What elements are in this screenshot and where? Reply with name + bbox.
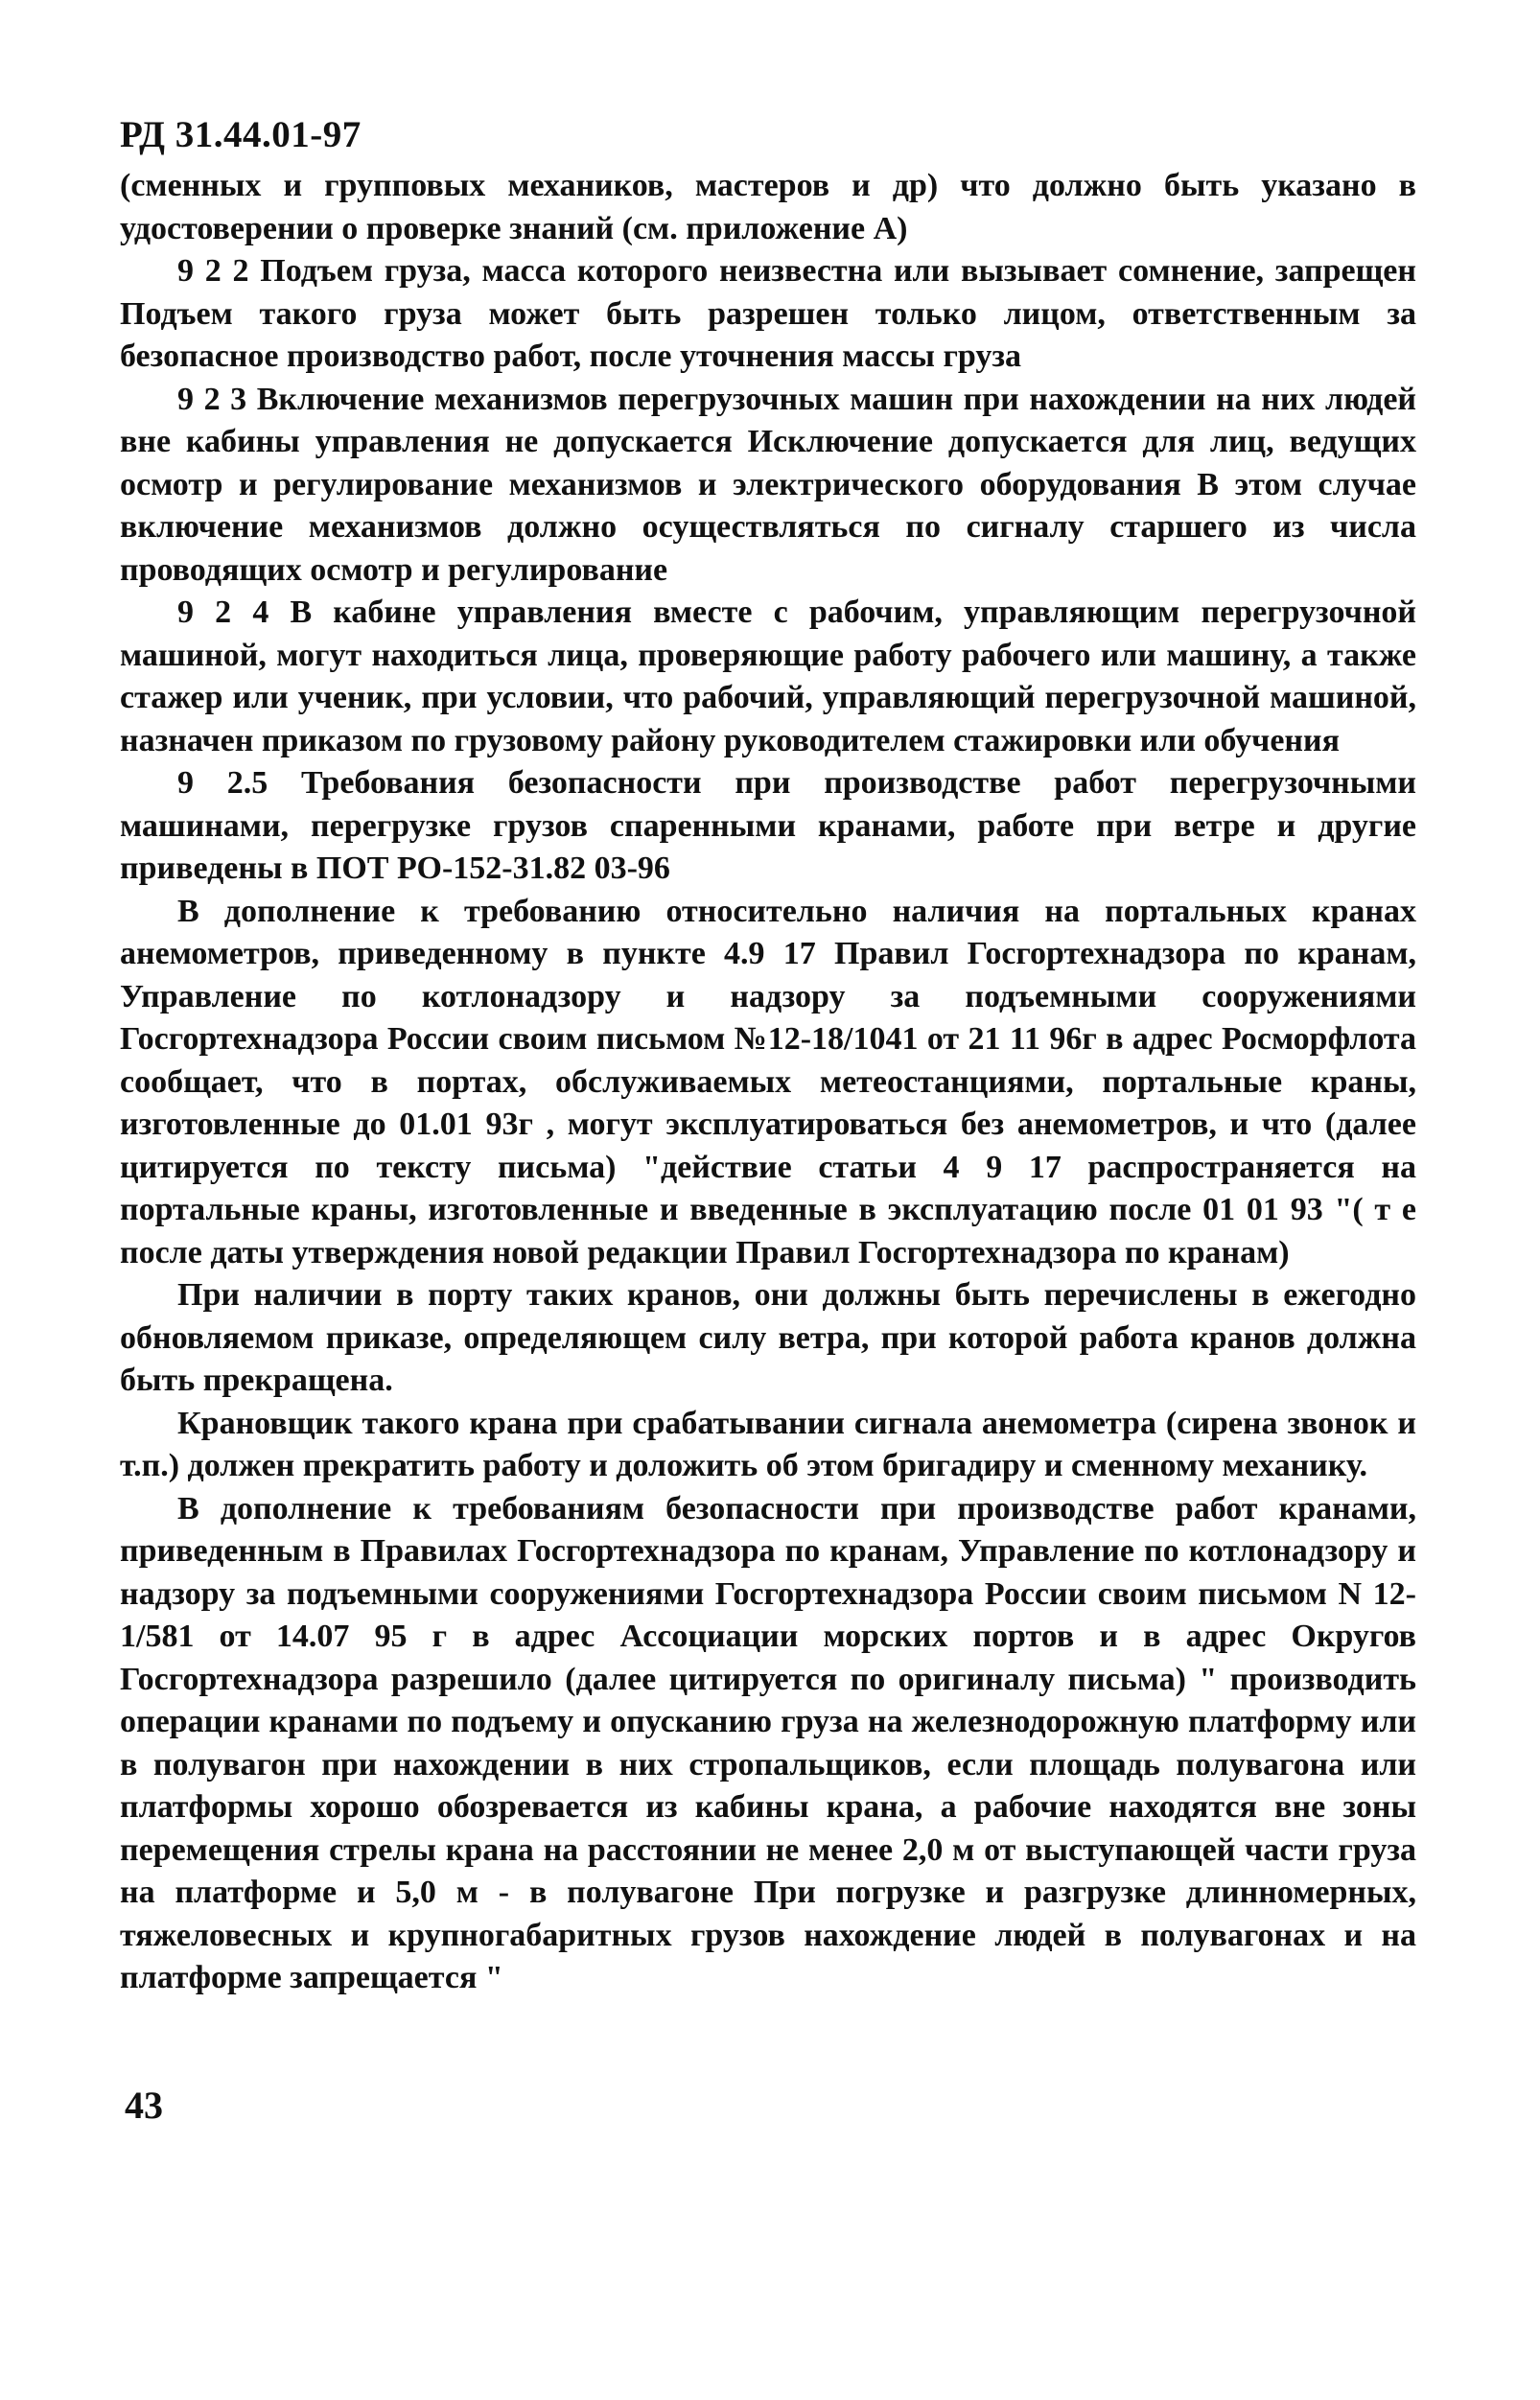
document-code: РД 31.44.01-97 — [120, 114, 362, 155]
paragraph-9-2-3: 9 2 3 Включение механизмов перегрузочных машин при нахождении на них людей вне кабины управления не допускается Исключение допускается для лиц, ведущих осмотр и регулирование механизмов и электрического оборудования В этом случае включение механизмов должно осуществляться по сигналу старшего из числа проводящих осмотр и регулирование — [120, 381, 1416, 588]
paragraph-9-2-4: 9 2 4 В кабине управления вместе с рабочим, управляющим перегрузочной машиной, могут находиться лица, проверяющие работу рабочего или машину, а также стажер или ученик, при условии, что рабочий, управляющий перегрузочной машиной, назначен приказом по грузовому району руководителем стажировки или обучения — [120, 594, 1416, 758]
paragraph-crane-list: При наличии в порту таких кранов, они должны быть перечислены в ежегодно обновляемом приказе, определяющем силу ветра, при которой работа кранов должна быть прекращена. — [120, 1277, 1416, 1398]
paragraph-anemometer-requirement: В дополнение к требованию относительно наличия на портальных кранах анемометров, приведенному в пункте 4.9 17 Правил Госгортехнадзора по кранам, Управление по котлонадзору и надзору за подъемными сооружениями Госгортехнадзора России своим письмом №12-18/1041 от 21 11 96г в адрес Росморфлота сообщает, что в портах, обслуживаемых метеостанциями, портальные краны, изготовленные до 01.01 93г , могут эксплуатироваться без анемометров, и что (далее цитируется по тексту письма) "действие статьи 4 9 17 распространяется на портальные краны, изготовленные и введенные в эксплуатацию после 01 01 93 "( т е после даты утверждения новой редакции Правил Госгортехнадзора по кранам) — [120, 893, 1416, 1270]
paragraph-9-2-5: 9 2.5 Требования безопасности при производстве работ перегрузочными машинами, перегрузке грузов спаренными кранами, работе при ветре и другие приведены в ПОТ РО-152-31.82 03-96 — [120, 765, 1416, 886]
paragraph-continuation: (сменных и групповых механиков, мастеров и др) что должно быть указано в удостоверении о проверке знаний (см. приложение А) — [120, 168, 1416, 246]
paragraph-railcar-operations: В дополнение к требованиям безопасности при производстве работ кранами, приведенным в Правилах Госгортехнадзора по кранам, Управление по котлонадзору и надзору за подъемными сооружениями Госгортехнадзора России своим письмом N 12-1/581 от 14.07 95 г в адрес Ассоциации морских портов и в адрес Округов Госгортехнадзора разрешило (далее цитируется по оригиналу письма) " производить операции кранами по подъему и опусканию груза на железнодорожную платформу или в полувагон при нахождении в них стропальщиков, если площадь полувагона или платформы хорошо обозревается из кабины крана, а рабочие находятся вне зоны перемещения стрелы крана на расстоянии не менее 2,0 м от выступающей части груза на платформе и 5,0 м - в полувагоне При погрузке и разгрузке длинномерных, тяжеловесных и крупногабаритных грузов нахождение людей в полувагонах и на платформе запрещается " — [120, 1490, 1416, 1995]
document-body — [120, 165, 1416, 2000]
paragraph-9-2-2: 9 2 2 Подъем груза, масса которого неизвестна или вызывает сомнение, запрещен Подъем такого груза может быть разрешен только лицом, ответственным за безопасное производство работ, после уточнения массы груза — [120, 253, 1416, 374]
paragraph-crane-operator: Крановщик такого крана при срабатывании сигнала анемометра (сирена звонок и т.п.) должен прекратить работу и доложить об этом бригадиру и сменному механику. — [120, 1405, 1416, 1483]
page-number: 43 — [125, 2084, 163, 2127]
